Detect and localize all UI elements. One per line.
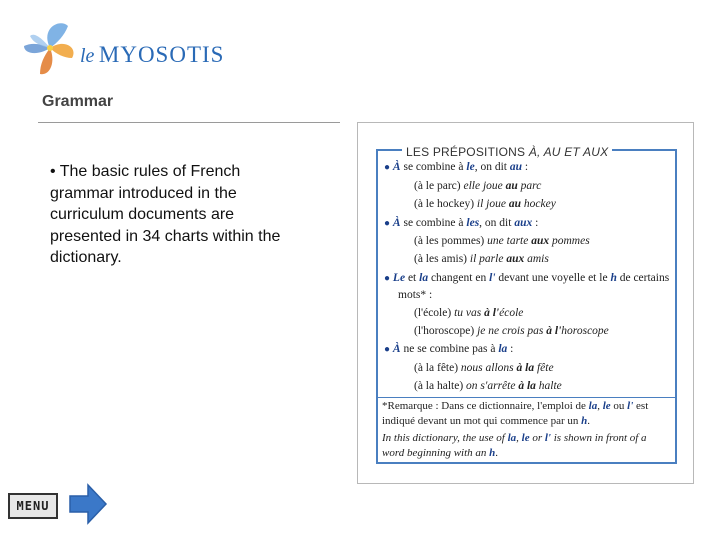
chart-text: *Remarque : Dans ce dictionnaire, l'emploi de [382,400,589,412]
chart-text: À [392,343,401,355]
chart-text: et [405,272,420,284]
chart-text: les [466,217,480,229]
chart-line: ● Le et la changent en l' devant une voyelle et le h de certains [384,272,670,284]
chart-text: à la [518,380,536,392]
chart-text: horoscope [561,325,609,337]
chart-text: le [466,161,475,173]
chart-text: la [507,432,517,444]
myosotis-logo [20,18,230,80]
chart-text: is shown in front of a [551,432,647,444]
chart-text: halte [535,380,562,392]
chart-title-part: LES PRÉPOSITIONS [406,145,529,159]
chart-text: nous allons [460,362,517,374]
chart-text: au [509,161,522,173]
chart-text: de certains [616,272,670,284]
chart-text: aux [506,253,525,265]
chart-text: devant une voyelle et le [495,272,611,284]
chart-text: à la [516,362,535,374]
chart-text: : [507,343,514,355]
chart-text: h [581,415,588,427]
chart-line [398,289,432,301]
bullet-text: • The basic rules of French grammar introduced in the curriculum documents are presented in 34 charts within the dictionary. [50,163,281,266]
chart-text: est [633,400,649,412]
page-title: Grammar [42,93,114,110]
chart-text: tu vas [454,307,485,319]
chart-text: , on dit [474,161,510,173]
chart-text: elle joue [463,180,506,192]
chart-title [402,145,612,159]
chart-text: à l' [546,325,562,337]
chart-text: à l' [484,307,500,319]
chart-text: se combine à [400,217,467,229]
chart-line: ● À se combine à les, on dit aux : [384,217,539,229]
chart-text: h [610,272,617,284]
chart-line [414,307,523,319]
chart-text: (à la halte) [414,380,467,392]
chart-remark-line [382,415,590,427]
chart-line [414,253,549,265]
chart-text: In this dictionary, the use of [382,432,508,444]
chart-text: : [522,161,529,173]
logo-name: MYOSOTIS [98,42,225,67]
chart-line [414,325,609,337]
chart-text: changent en [428,272,490,284]
chart-text: mots* : [398,289,433,301]
chart-line [414,180,541,192]
chart-text: le [602,400,611,412]
chart-text: , [516,432,522,444]
chart-text: amis [524,253,549,265]
chart-text: la [588,400,598,412]
chart-text: l' [544,432,551,444]
chart-text: au [508,198,522,210]
chart-text: le [521,432,530,444]
chart-line [414,362,554,374]
chart-text: À [392,161,401,173]
chart-text: aux [514,217,533,229]
chart-text: fête [534,362,554,374]
chart-text: . [495,447,499,459]
chart-text: aux [531,235,550,247]
chart-text: (à le parc) [414,180,464,192]
chart-text: je ne crois pas [477,325,547,337]
chart-text: il joue [476,198,509,210]
chart-text: À [392,217,401,229]
chart-remark-line [382,400,648,412]
chart-line: ● À ne se combine pas à la : [384,343,514,355]
chart-text: ne se combine pas à [400,343,499,355]
chart-text: une tarte [487,235,532,247]
chart-text: il parle [469,253,507,265]
chart-text: , [597,400,603,412]
flower-logo-icon [20,18,80,80]
menu-button[interactable]: MENU [8,493,58,519]
chart-text: or [529,432,545,444]
chart-text: (à les amis) [414,253,470,265]
chart-text: la [498,343,508,355]
remark-divider [378,397,675,398]
chart-text: la [419,272,429,284]
chart-text: (à les pommes) [414,235,488,247]
chart-text: (l'horoscope) [414,325,478,337]
chart-text: l' [627,400,634,412]
chart-text: hockey [521,198,556,210]
chart-line [414,235,590,247]
chart-text: (à le hockey) [414,198,477,210]
chart-title-part: À, AU ET AUX [528,145,609,159]
chart-line [414,198,556,210]
chart-remark-line [382,447,498,459]
preposition-chart-image [357,122,694,484]
chart-text: indiqué devant un mot qui commence par un [382,415,582,427]
chart-text: pommes [549,235,590,247]
chart-text: au [505,180,518,192]
chart-text: se combine à [400,161,467,173]
logo-wordmark [80,42,224,68]
chart-remark-line [382,432,647,444]
chart-text: (l'école) [414,307,455,319]
chart-text: école [499,307,524,319]
chart-text: (à la fête) [414,362,461,374]
chart-text: , on dit [479,217,515,229]
chart-text: : [532,217,539,229]
next-arrow-icon[interactable] [68,482,108,526]
chart-text: parc [517,180,542,192]
chart-text: l' [489,272,496,284]
chart-text: ou [610,400,628,412]
chart-text: h [489,447,496,459]
chart-text: on s'arrête [466,380,519,392]
chart-line [414,380,562,392]
chart-text: . [587,415,591,427]
title-divider [38,122,340,123]
chart-text: word beginning with an [382,447,490,459]
chart-text: Le [392,272,406,284]
logo-prefix: le [80,45,95,67]
chart-line: ● À se combine à le, on dit au : [384,161,529,173]
